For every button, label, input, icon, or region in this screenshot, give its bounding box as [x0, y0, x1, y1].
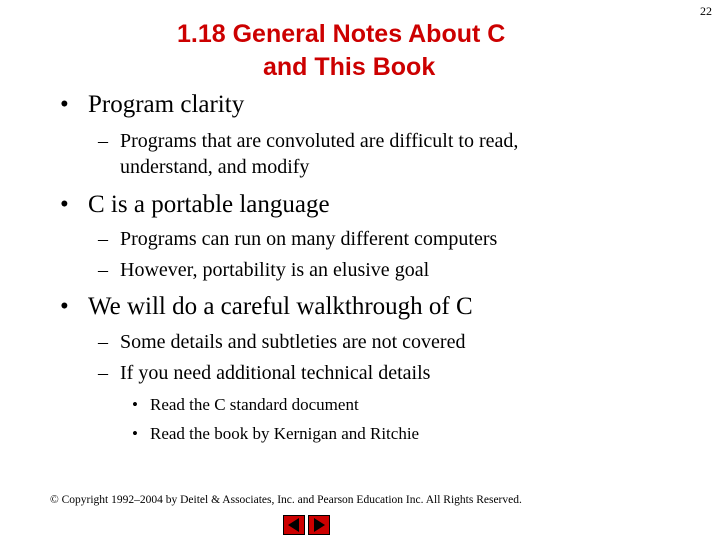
bullet-portable-language	[60, 190, 330, 220]
sub-sub-bullet-c-standard	[132, 393, 359, 417]
bullet-dot-icon: •	[132, 395, 138, 414]
bullet-program-clarity	[60, 90, 244, 120]
bullet-dot-icon: •	[60, 293, 69, 320]
dash-icon: –	[98, 228, 108, 250]
previous-slide-button[interactable]	[283, 515, 305, 535]
slide-title	[0, 18, 720, 84]
bullet-text: We will do a careful walkthrough of C	[88, 293, 473, 320]
dash-icon: –	[98, 331, 108, 353]
bullet-dot-icon: •	[60, 191, 69, 218]
bullet-text: Program clarity	[88, 91, 245, 118]
slide-title-line-1: 1.18 General Notes About C	[177, 20, 506, 48]
dash-icon: –	[98, 259, 108, 281]
sub-bullet-technical-details	[98, 360, 430, 386]
next-slide-button[interactable]	[308, 515, 330, 535]
sub-bullet-elusive-goal	[98, 257, 429, 283]
sub-sub-bullet-text: Read the book by Kernigan and Ritchie	[150, 424, 420, 443]
bullet-dot-icon: •	[132, 424, 138, 443]
bullet-dot-icon: •	[60, 91, 69, 118]
copyright-notice: © Copyright 1992–2004 by Deitel & Associates, Inc. and Pearson Education Inc. All Rights Reserved.	[50, 494, 522, 506]
triangle-right-icon	[309, 516, 329, 534]
sub-bullet-text: Programs that are convoluted are difficult to read,	[120, 130, 519, 152]
sub-bullet-convoluted	[98, 128, 518, 180]
sub-sub-bullet-kernigan-ritchie	[132, 422, 419, 446]
sub-bullet-many-computers	[98, 226, 497, 252]
sub-sub-bullet-text: Read the C standard document	[150, 395, 359, 414]
page-number: 22	[700, 4, 712, 18]
dash-icon: –	[98, 130, 108, 152]
slide-title-line-2: and This Book	[263, 53, 436, 81]
sub-bullet-text: Programs can run on many different computers	[120, 228, 498, 250]
sub-bullet-text-continued: understand, and modify	[120, 156, 310, 178]
sub-bullet-not-covered	[98, 329, 465, 355]
sub-bullet-text: However, portability is an elusive goal	[120, 259, 430, 281]
triangle-left-icon	[284, 516, 304, 534]
sub-bullet-text: If you need additional technical details	[120, 362, 431, 384]
dash-icon: –	[98, 362, 108, 384]
sub-bullet-text: Some details and subtleties are not covered	[120, 331, 466, 353]
bullet-text: C is a portable language	[88, 191, 330, 218]
bullet-walkthrough	[60, 292, 473, 322]
